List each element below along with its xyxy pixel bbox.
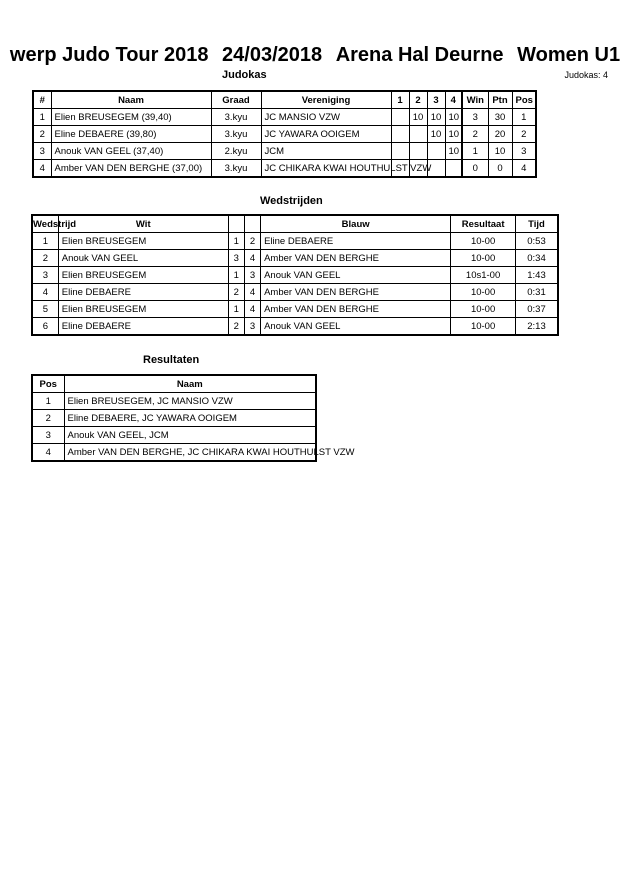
table-row: 4 Amber VAN DEN BERGHE (37,00) 3.kyu JC CHIKARA KWAI HOUTHULST VZW 0 0 4 xyxy=(33,160,536,178)
results-table xyxy=(31,374,355,462)
col-r3: 3 xyxy=(427,91,445,109)
judokas-heading: Judokas xyxy=(222,69,267,81)
table-row: 4 Eline DEBAERE 2 4 Amber VAN DEN BERGHE 10-00 0:31 xyxy=(32,284,558,301)
col-graad: Graad xyxy=(211,91,261,109)
col-a xyxy=(228,215,244,233)
table-row: 5 Elien BREUSEGEM 1 4 Amber VAN DEN BERGHE 10-00 0:37 xyxy=(32,301,558,318)
table-row: 3 Anouk VAN GEEL (37,40) 2.kyu JCM 10 1 10 3 xyxy=(33,143,536,160)
col-res-pos: Pos xyxy=(32,375,64,393)
col-wit: Wit xyxy=(58,215,228,233)
col-resultaat: Resultaat xyxy=(451,215,516,233)
table-row: 1 Elien BREUSEGEM (39,40) 3.kyu JC MANSIO VZW 10 10 10 3 30 1 xyxy=(33,109,536,126)
title-venue: Arena Hal Deurne xyxy=(335,44,504,66)
table-row: 1 Elien BREUSEGEM, JC MANSIO VZW xyxy=(32,393,316,410)
judokas-header-row xyxy=(33,91,536,109)
table-row: 2 Anouk VAN GEEL 3 4 Amber VAN DEN BERGHE 10-00 0:34 xyxy=(32,250,558,267)
table-row: 2 Eline DEBAERE (39,80) 3.kyu JC YAWARA OOIGEM 10 10 2 20 2 xyxy=(33,126,536,143)
matches-table xyxy=(31,214,559,336)
title-date: 24/03/2018 xyxy=(222,44,323,66)
col-naam: Naam xyxy=(51,91,211,109)
matches-header-row xyxy=(32,215,558,233)
resultaten-heading: Resultaten xyxy=(143,354,200,366)
col-tijd: Tijd xyxy=(515,215,558,233)
col-ptn: Ptn xyxy=(488,91,512,109)
col-vereniging: Vereniging xyxy=(261,91,391,109)
judokas-table xyxy=(32,90,537,178)
title-category: Women U1 xyxy=(517,44,621,66)
col-res-naam: Naam xyxy=(64,375,316,393)
table-row: 6 Eline DEBAERE 2 3 Anouk VAN GEEL 10-00 2:13 xyxy=(32,318,558,336)
col-blauw: Blauw xyxy=(261,215,451,233)
table-row: 3 Anouk VAN GEEL, JCM xyxy=(32,427,316,444)
table-row: 4 Amber VAN DEN BERGHE, JC CHIKARA KWAI HOUTHULST VZW xyxy=(32,444,316,462)
col-wedstrijd: Wedstrijd xyxy=(32,215,58,233)
results-header-row xyxy=(32,375,316,393)
wedstrijden-heading: Wedstrijden xyxy=(260,195,323,207)
col-num: # xyxy=(33,91,51,109)
title-tournament: werp Judo Tour 2018 xyxy=(9,44,209,66)
col-b xyxy=(244,215,260,233)
page-title xyxy=(0,44,630,67)
table-row: 2 Eline DEBAERE, JC YAWARA OOIGEM xyxy=(32,410,316,427)
table-row: 3 Elien BREUSEGEM 1 3 Anouk VAN GEEL 10s1-00 1:43 xyxy=(32,267,558,284)
col-r2: 2 xyxy=(409,91,427,109)
col-win: Win xyxy=(462,91,488,109)
judokas-count: Judokas: 4 xyxy=(564,70,608,80)
col-pos: Pos xyxy=(512,91,536,109)
table-row: 1 Elien BREUSEGEM 1 2 Eline DEBAERE 10-00 0:53 xyxy=(32,233,558,250)
col-r4: 4 xyxy=(445,91,462,109)
col-r1: 1 xyxy=(391,91,409,109)
